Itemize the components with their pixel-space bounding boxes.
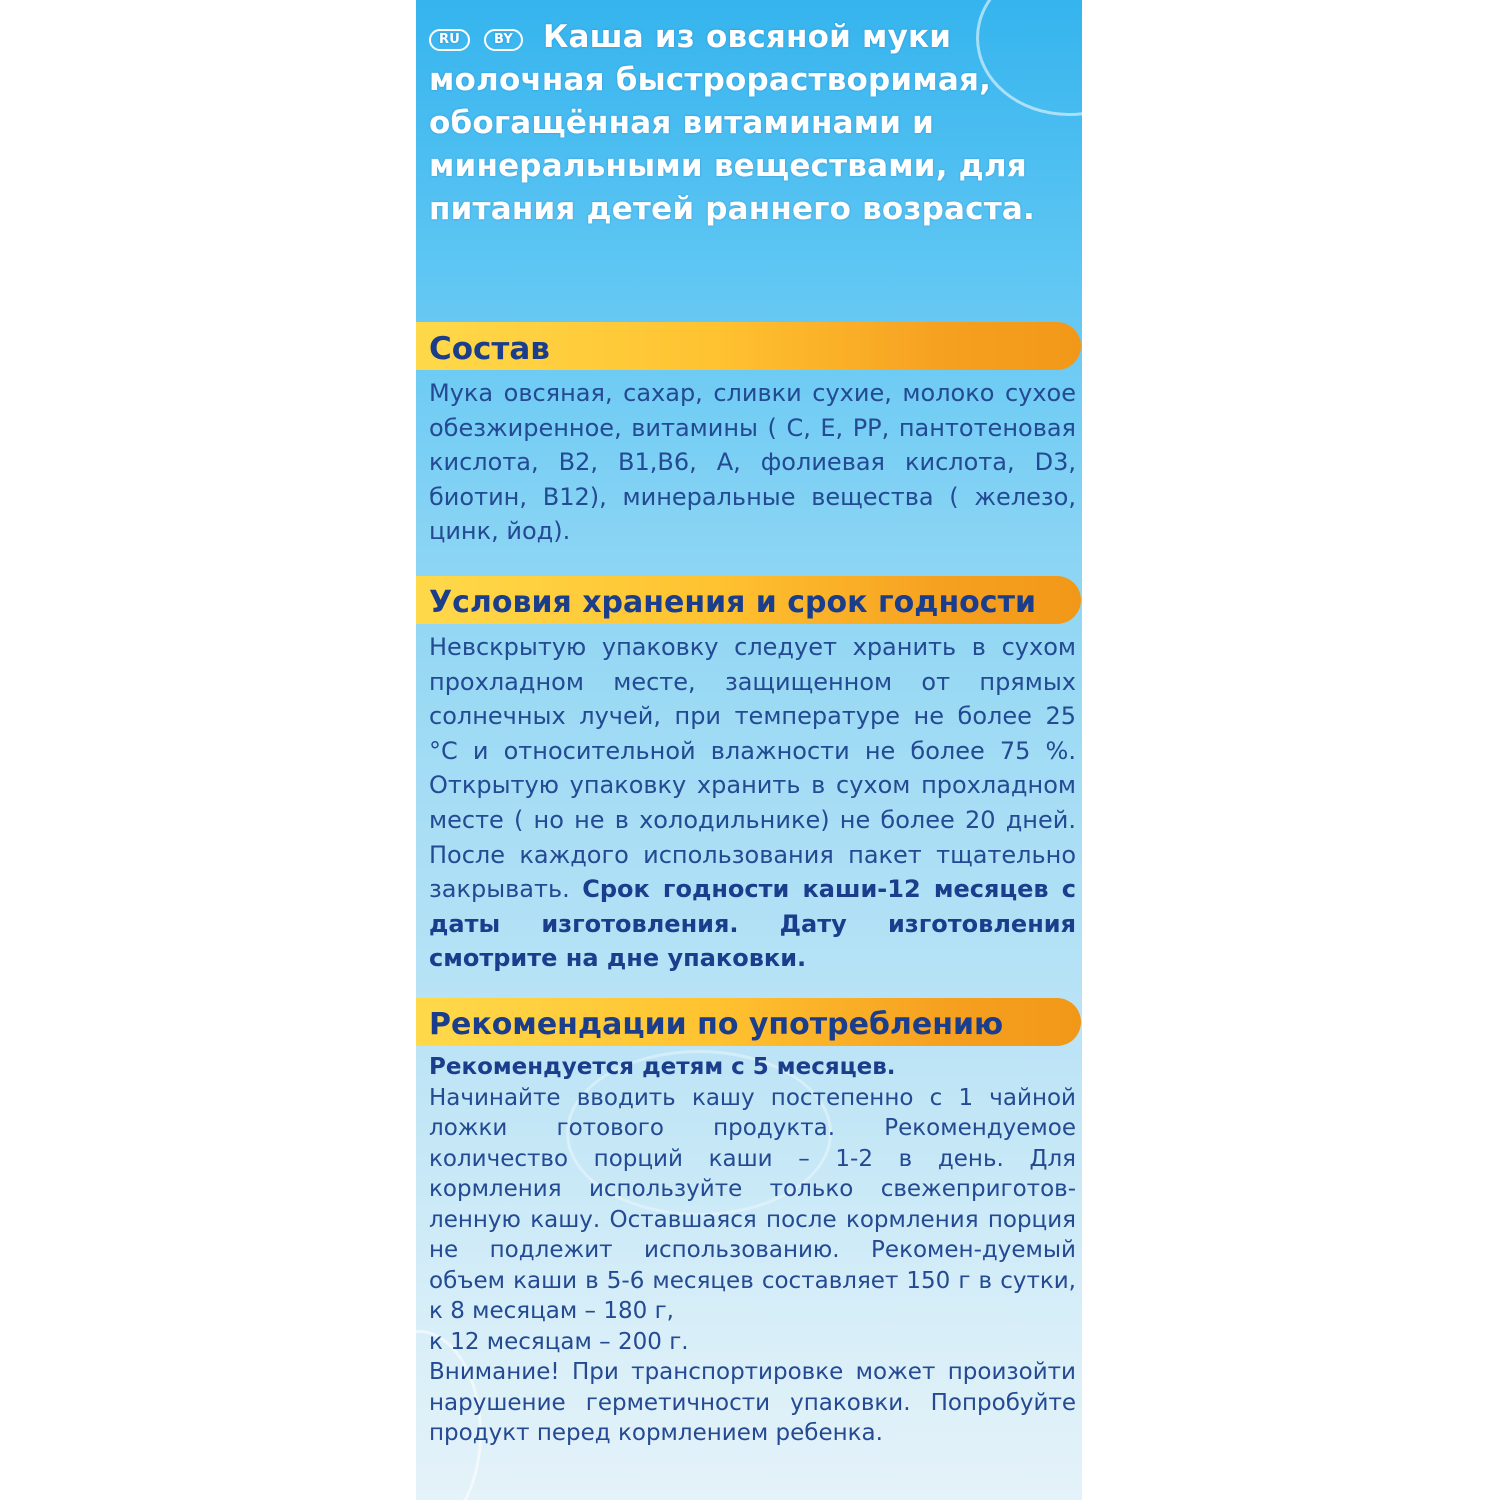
composition-text: Мука овсяная, сахар, сливки сухие, молоко сухое обезжиренное, витамины ( С, Е, РР, пантотеновая кислота, В2, В1,В6, А, фолиевая кислота, D3, биотин, В12), минеральные вещества ( железо, цинк, йод). bbox=[429, 379, 1076, 545]
shelf-life: Срок годности каши-12 месяцев с даты изготовления. Дату изготовления смотрите на дне упаковки. bbox=[429, 875, 1076, 973]
badge-ru: RU bbox=[429, 29, 470, 51]
usage-instructions-end: к 12 месяцам – 200 г. bbox=[429, 1328, 689, 1355]
badge-by: BY bbox=[484, 29, 523, 51]
section-heading-storage: Условия хранения и срок годности bbox=[429, 585, 1036, 620]
section-heading-recommendations: Рекомендации по употреблению bbox=[429, 1007, 1004, 1042]
section-heading-composition: Состав bbox=[429, 331, 550, 367]
transport-warning: Внимание! При транспортировке может произойти нарушение герметичности упаковки. Попробуйте продукт перед кормлением ребенка. bbox=[429, 1359, 1076, 1446]
recommendations-text bbox=[429, 1052, 1076, 1449]
country-badges bbox=[429, 19, 537, 55]
storage-conditions: Невскрытую упаковку следует хранить в сухом прохладном месте, защищенном от прямых солнечных лучей, при температуре не более 25 °С и относительной влажности не более 75 %. Открытую упаковку хранить в сухом прохладном месте ( но не в холодильнике) не более 20 дней. После каждого использования пакет тщательно закрывать. bbox=[429, 633, 1076, 904]
product-title-text: Каша из овсяной муки молочная быстрорастворимая, обогащённая витаминами и минеральными веществами, для питания детей раннего возраста. bbox=[429, 19, 1035, 227]
product-title bbox=[429, 16, 1079, 231]
age-recommendation: Рекомендуется детям с 5 месяцев. bbox=[429, 1054, 896, 1080]
usage-instructions: Начинайте вводить кашу постепенно с 1 чайной ложки готового продукта. Рекомендуемое количество порций каши – 1-2 в день. Для кормления используйте только свежеприготов-ленную кашу. Оставшаяся после кормления порция не подлежит использованию. Рекомен-дуемый объем каши в 5-6 месяцев составляет 150 г в сутки, к 8 месяцам – 180 г, bbox=[429, 1084, 1076, 1324]
storage-text bbox=[429, 630, 1076, 976]
package-side-panel bbox=[416, 0, 1082, 1500]
